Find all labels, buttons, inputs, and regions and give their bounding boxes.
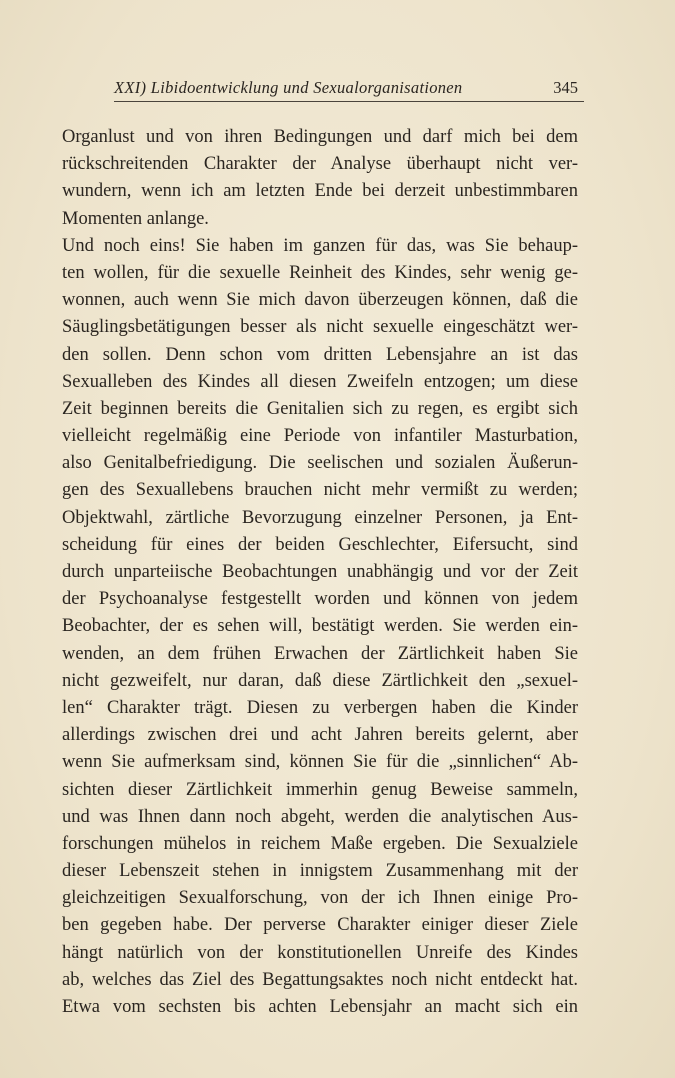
text-line-content: len“ Charakter trägt. Diesen zu verbergen haben die Kinder bbox=[62, 697, 578, 718]
text-line bbox=[62, 314, 578, 341]
text-line bbox=[62, 369, 578, 396]
text-line bbox=[62, 722, 578, 749]
text-line bbox=[62, 233, 578, 260]
text-line-content: rückschreitenden Charakter der Analyse überhaupt nicht ver- bbox=[62, 154, 578, 175]
text-line-content: hängt natürlich von der konstitutionellen Unreife des Kindes bbox=[62, 942, 578, 963]
text-line bbox=[62, 668, 578, 695]
text-line bbox=[62, 532, 578, 559]
text-line bbox=[62, 641, 578, 668]
text-line-content: den sollen. Denn schon vom dritten Lebensjahre an ist das bbox=[62, 344, 578, 365]
text-line-content: wenden, an dem frühen Erwachen der Zärtlichkeit haben Sie bbox=[62, 643, 578, 664]
text-line-content: Objektwahl, zärtliche Bevorzugung einzelner Personen, ja Ent- bbox=[62, 507, 578, 528]
text-line-content: gen des Sexuallebens brauchen nicht mehr vermißt zu werden; bbox=[62, 480, 578, 501]
text-line bbox=[62, 749, 578, 776]
header-rule bbox=[114, 101, 584, 102]
text-line bbox=[62, 994, 578, 1021]
text-line-content: nicht gezweifelt, nur daran, daß diese Zärtlichkeit den „sexuel- bbox=[62, 670, 578, 691]
text-line-content: allerdings zwischen drei und acht Jahren bereits gelernt, aber bbox=[62, 725, 578, 746]
text-line-content: sichten dieser Zärtlichkeit immerhin genug Beweise sammeln, bbox=[62, 779, 578, 800]
text-line-content: Zeit beginnen bereits die Genitalien sich zu regen, es ergibt sich bbox=[62, 398, 578, 419]
page-header bbox=[114, 78, 584, 104]
text-line bbox=[62, 151, 578, 178]
text-line bbox=[62, 559, 578, 586]
text-line-content: Beobachter, der es sehen will, bestätigt werden. Sie werden ein- bbox=[62, 616, 578, 637]
text-line bbox=[62, 831, 578, 858]
text-line bbox=[62, 178, 578, 205]
text-line-content: vielleicht regelmäßig eine Periode von infantiler Masturbation, bbox=[62, 426, 578, 447]
text-line-content: und was Ihnen dann noch abgeht, werden die analytischen Aus- bbox=[62, 806, 578, 827]
text-line bbox=[62, 287, 578, 314]
body-text bbox=[62, 124, 578, 1021]
text-line bbox=[62, 260, 578, 287]
text-line-content: forschungen mühelos in reichem Maße ergeben. Die Sexualziele bbox=[62, 833, 578, 854]
text-line bbox=[62, 940, 578, 967]
text-line bbox=[62, 885, 578, 912]
text-line-content: also Genitalbefriedigung. Die seelischen und sozialen Äußerun- bbox=[62, 453, 578, 474]
text-line-content: wonnen, auch wenn Sie mich davon überzeugen können, daß die bbox=[62, 290, 578, 311]
text-line-content: ab, welches das Ziel des Begattungsaktes noch nicht entdeckt hat. bbox=[62, 969, 578, 990]
text-line bbox=[62, 613, 578, 640]
text-line-content: Säuglingsbetätigungen besser als nicht sexuelle eingeschätzt wer- bbox=[62, 317, 578, 338]
text-line-content: scheidung für eines der beiden Geschlechter, Eifersucht, sind bbox=[62, 534, 578, 555]
text-line bbox=[62, 505, 578, 532]
text-line-content: Organlust und von ihren Bedingungen und darf mich bei dem bbox=[62, 127, 578, 147]
text-line-content: wenn Sie aufmerksam sind, können Sie für die „sinnlichen“ Ab- bbox=[62, 752, 578, 773]
text-line bbox=[62, 858, 578, 885]
text-line-content: dieser Lebenszeit stehen in innigstem Zusammenhang mit der bbox=[62, 861, 578, 882]
text-line-content: Etwa vom sechsten bis achten Lebensjahr an macht sich ein bbox=[62, 997, 578, 1017]
text-line bbox=[62, 477, 578, 504]
text-line bbox=[62, 206, 578, 233]
text-line bbox=[62, 912, 578, 939]
page-number: 345 bbox=[553, 78, 578, 97]
text-line-content: Momenten anlange. bbox=[62, 208, 209, 229]
running-head: XXI) Libidoentwicklung und Sexualorganisationen bbox=[114, 78, 463, 97]
text-line-content: gleichzeitigen Sexualforschung, von der ich Ihnen einige Pro- bbox=[62, 888, 578, 909]
text-line-content: wundern, wenn ich am letzten Ende bei derzeit unbestimmbaren bbox=[62, 181, 578, 202]
text-line bbox=[62, 396, 578, 423]
text-line-content: durch unparteiische Beobachtungen unabhängig und vor der Zeit bbox=[62, 562, 578, 582]
text-line-content: Sexualleben des Kindes all diesen Zweifeln entzogen; um diese bbox=[62, 371, 578, 392]
text-line bbox=[62, 804, 578, 831]
text-line bbox=[62, 777, 578, 804]
text-line-content: ben gegeben habe. Der perverse Charakter einiger dieser Ziele bbox=[62, 915, 578, 936]
text-line bbox=[62, 967, 578, 994]
text-line bbox=[62, 586, 578, 613]
text-line-content: der Psychoanalyse festgestellt worden und können von jedem bbox=[62, 589, 578, 610]
text-line-content: Und noch eins! Sie haben im ganzen für das, was Sie behaup- bbox=[62, 235, 578, 256]
text-line bbox=[62, 342, 578, 369]
text-line-content: ten wollen, für die sexuelle Reinheit des Kindes, sehr wenig ge- bbox=[62, 262, 578, 283]
text-line bbox=[62, 124, 578, 151]
text-line bbox=[62, 423, 578, 450]
text-line bbox=[62, 450, 578, 477]
text-line bbox=[62, 695, 578, 722]
